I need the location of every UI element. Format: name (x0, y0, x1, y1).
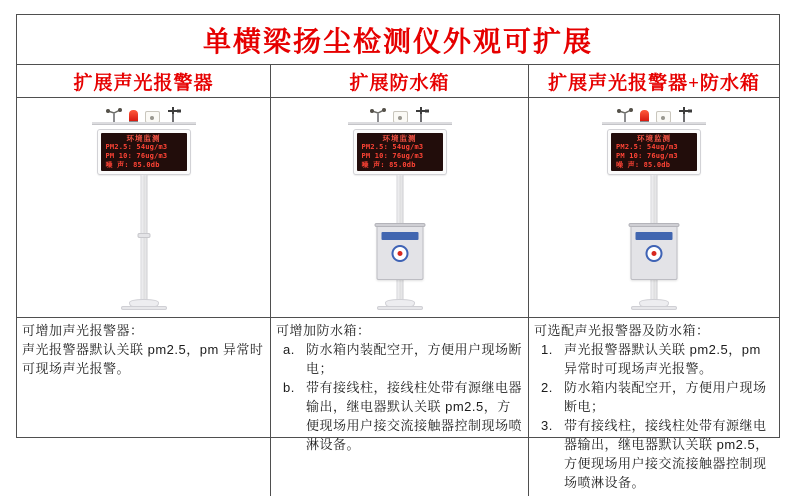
crossbeam (602, 122, 706, 125)
led-screen (101, 133, 187, 171)
note-item (276, 340, 522, 378)
waterproof-box-lid (374, 223, 425, 227)
table-title-row (17, 15, 779, 65)
sensor-row (315, 105, 485, 123)
screen-title: 环境监测 (382, 134, 417, 143)
column-header-waterproof-box (271, 65, 529, 98)
screen-line-pm25: PM2.5: 54ug/m3 (361, 143, 424, 151)
dust-monitor-device (59, 105, 229, 313)
screen-line-pm25: PM2.5: 54ug/m3 (105, 143, 168, 151)
led-screen (357, 133, 443, 171)
note-text: 带有接线柱，接线柱处带有源继电器输出，继电器默认关联 pm2.5，方便现场用户接交流接触器控制现场喷淋设备。 (306, 380, 523, 452)
screen-title: 环境监测 (126, 134, 161, 143)
wind-speed-sensor-icon (370, 107, 386, 123)
note-item (276, 378, 522, 454)
pole-clamp (137, 233, 150, 238)
device-photo-alarm-and-box (529, 98, 779, 318)
column-header-label: 扩展声光报警器+防水箱 (548, 72, 760, 94)
device-photo-alarm (17, 98, 271, 318)
note-item (534, 340, 773, 378)
column-header-label: 扩展防水箱 (349, 72, 450, 94)
led-screen (611, 133, 697, 171)
wind-vane-icon (678, 107, 692, 123)
device-photo-waterproof-box (271, 98, 529, 318)
note-marker: 2. (541, 380, 553, 395)
sensor-row (59, 105, 229, 123)
waterproof-box-logo (646, 245, 663, 262)
screen-line-pm10: PM 10: 76ug/m3 (616, 152, 678, 160)
note-text: 声光报警器默认关联 pm2.5，pm 异常时可现场声光报警。 (22, 342, 264, 376)
led-display (97, 129, 191, 175)
waterproof-box-lid (629, 223, 680, 227)
note-text: 声光报警器默认关联 pm2.5，pm 异常时可现场声光报警。 (564, 342, 761, 376)
note-text: 防水箱内装配空开，方便用户现场断电； (306, 342, 523, 376)
crossbeam (348, 122, 452, 125)
note-item (534, 378, 773, 416)
note-cell-waterproof-box (271, 318, 529, 496)
waterproof-box (376, 225, 423, 280)
base-plate (121, 306, 167, 310)
spec-table (16, 14, 780, 490)
base-plate (377, 306, 423, 310)
note-heading: 可选配声光报警器及防水箱： (534, 323, 710, 338)
note-text: 带有接线柱，接线柱处带有源继电器输出，继电器默认关联 pm2.5，方便现场用户接交流接触器控制现场喷淋设备。 (564, 418, 769, 490)
screen-line-noise: 噪 声: 85.0db (105, 161, 160, 169)
screen-title: 环境监测 (637, 134, 671, 143)
waterproof-box-logo (391, 245, 408, 262)
screen-line-pm10: PM 10: 76ug/m3 (105, 152, 168, 160)
wind-speed-sensor-icon (617, 107, 633, 123)
note-heading: 可增加声光报警器： (22, 323, 144, 338)
column-header-alarm-plus-box (529, 65, 779, 98)
note-marker: 1. (541, 342, 553, 357)
note-marker: a. (283, 342, 295, 357)
note-cell-alarm-and-box (529, 318, 779, 496)
note-heading: 可增加防水箱： (276, 323, 371, 338)
note-text: 防水箱内装配空开，方便用户现场断电； (564, 380, 767, 414)
waterproof-box-label (636, 232, 673, 240)
crossbeam (92, 122, 196, 125)
led-display (607, 129, 701, 175)
note-item (534, 416, 773, 492)
note-item (22, 340, 264, 378)
screen-line-noise: 噪 声: 85.0db (616, 161, 671, 169)
waterproof-box-label (381, 232, 418, 240)
led-display (353, 129, 447, 175)
note-marker: b. (283, 380, 295, 395)
mounting-pole (140, 175, 147, 301)
screen-line-pm10: PM 10: 76ug/m3 (361, 152, 424, 160)
wind-vane-icon (167, 107, 181, 123)
waterproof-box (631, 225, 678, 280)
column-header-label: 扩展声光报警器 (73, 72, 214, 94)
screen-line-pm25: PM2.5: 54ug/m3 (616, 143, 678, 151)
dust-monitor-device (315, 105, 485, 313)
screen-line-noise: 噪 声: 85.0db (361, 161, 416, 169)
note-cell-alarm (17, 318, 271, 496)
base-plate (631, 306, 677, 310)
dust-monitor-device (569, 105, 739, 313)
wind-speed-sensor-icon (106, 107, 122, 123)
wind-vane-icon (415, 107, 429, 123)
column-header-alarm (17, 65, 271, 98)
page-title: 单横梁扬尘检测仪外观可扩展 (202, 26, 593, 58)
note-marker: 3. (541, 418, 553, 433)
sensor-row (569, 105, 739, 123)
